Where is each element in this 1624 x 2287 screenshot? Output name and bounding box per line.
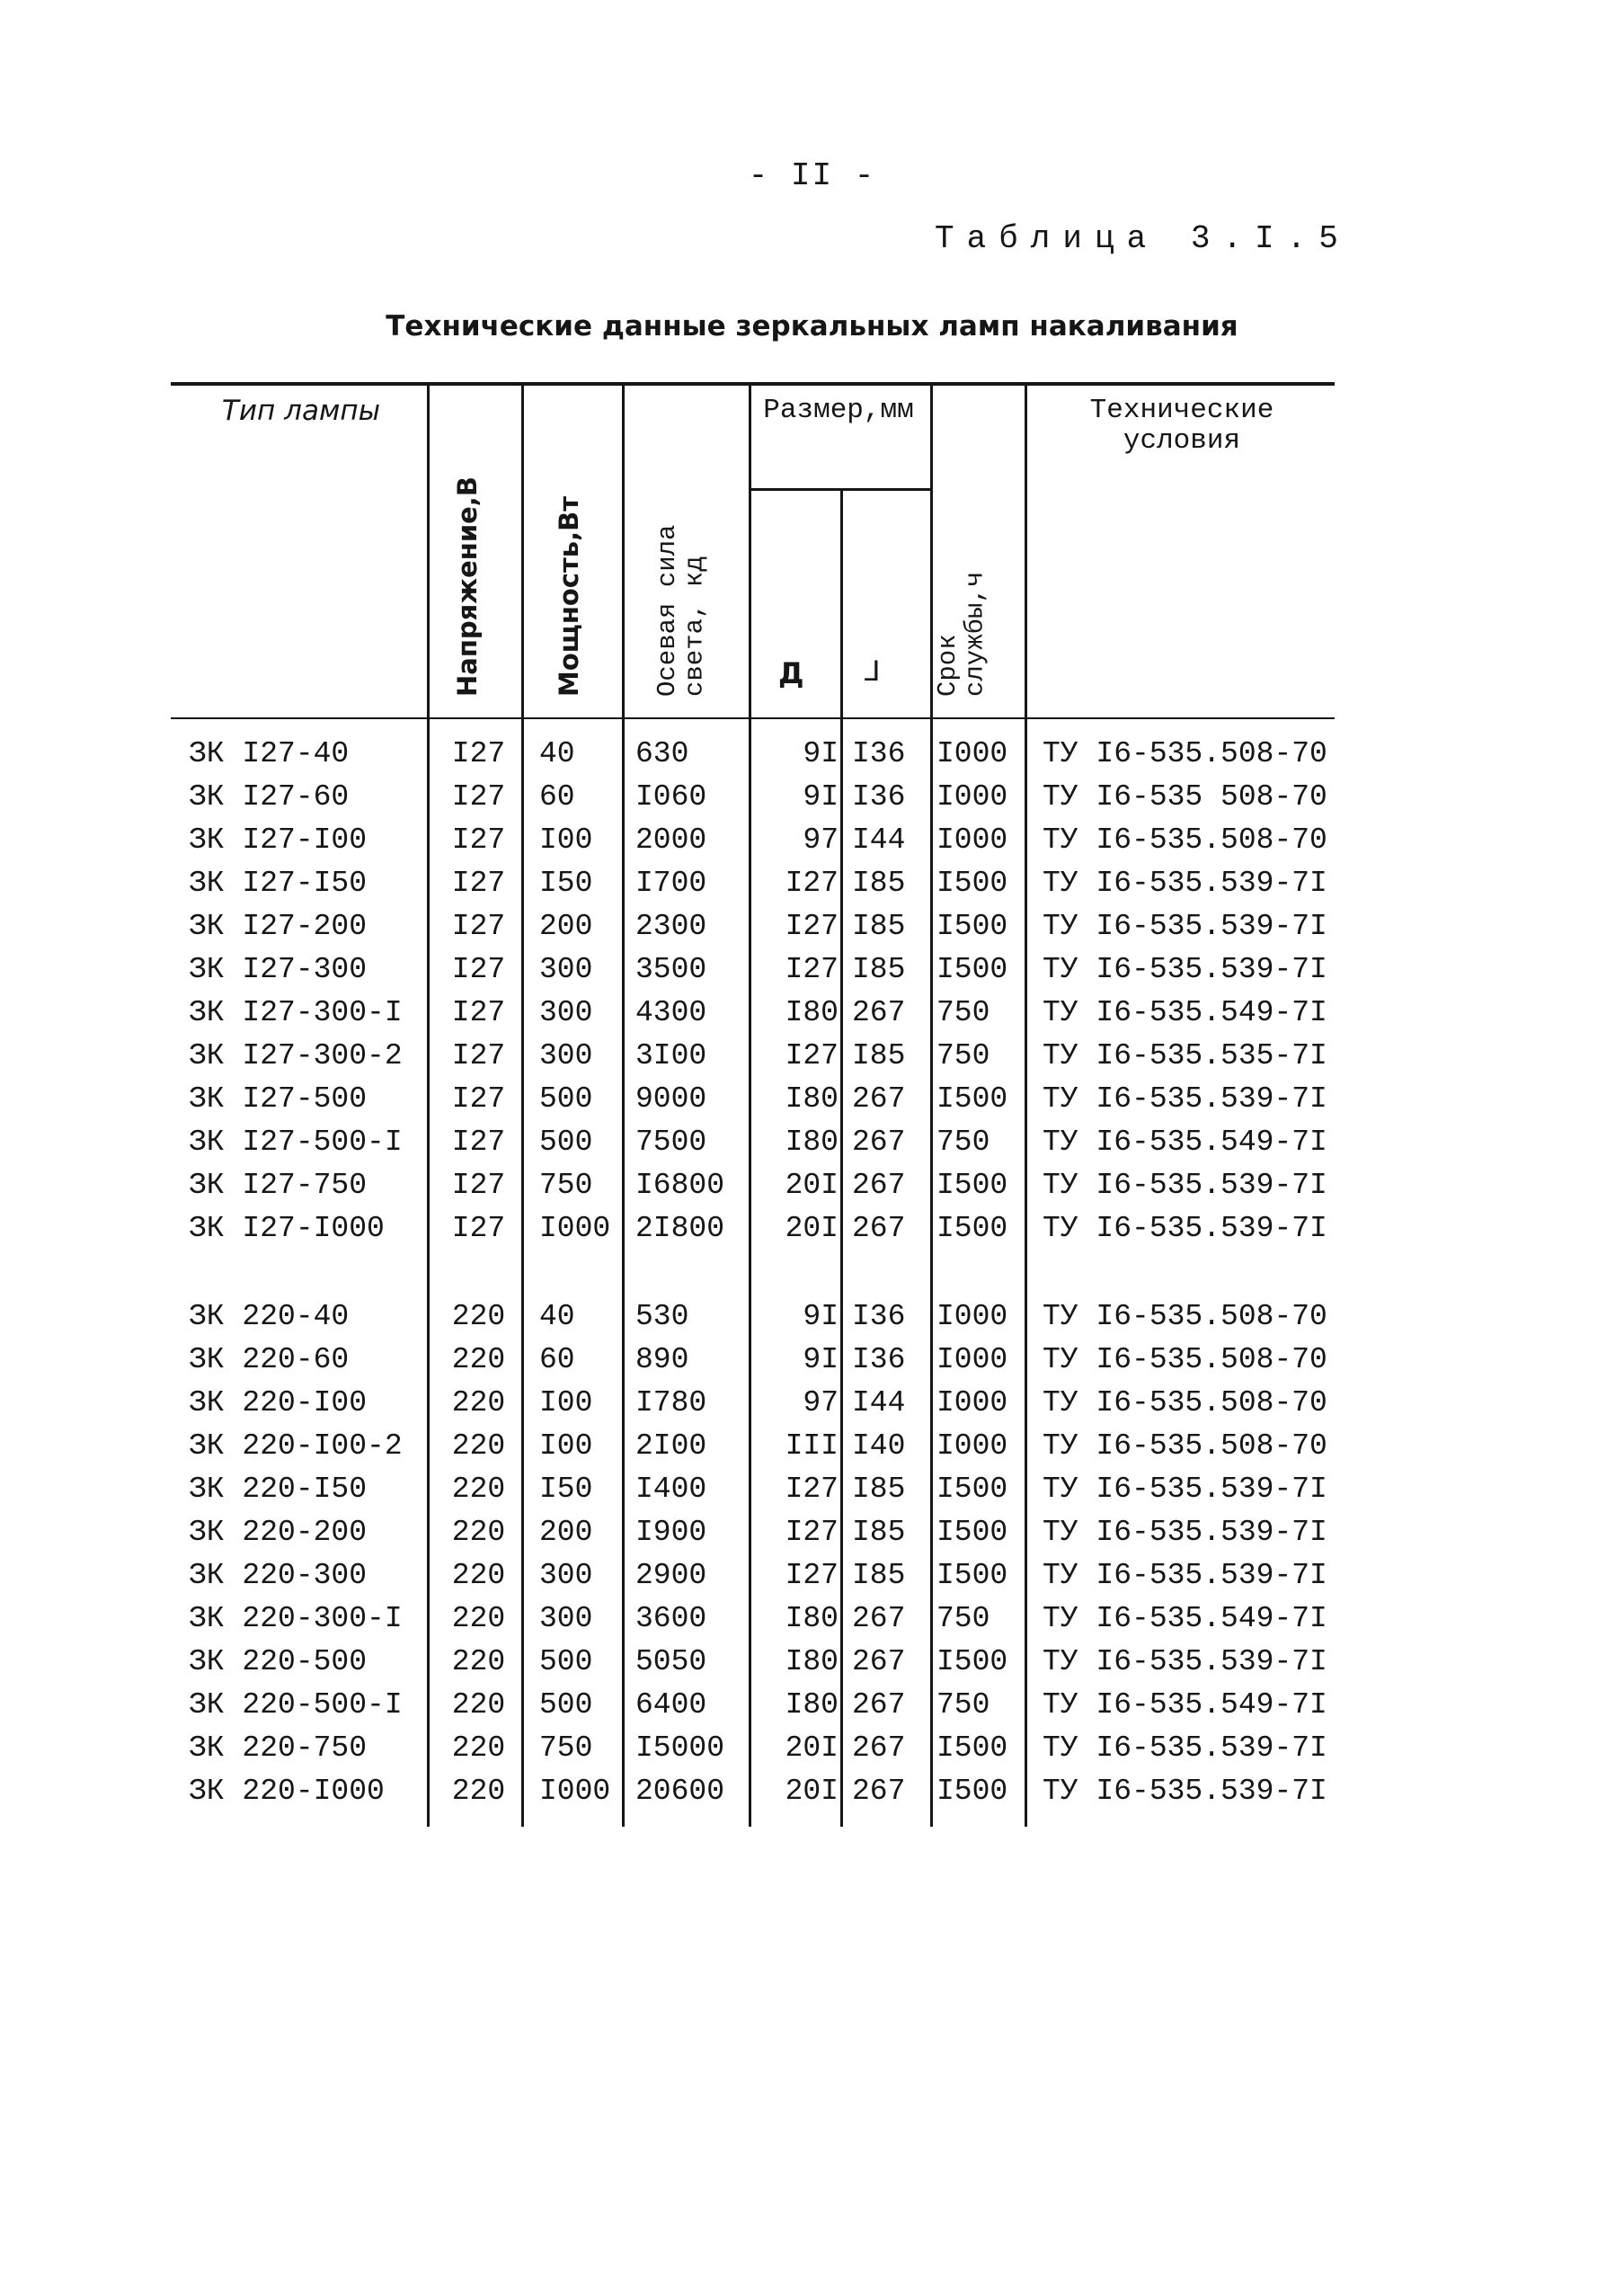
cell-voltage: 220 — [451, 1300, 506, 1333]
cell-luminous-intensity: 9000 — [635, 1082, 707, 1116]
cell-tech-conditions: ТУ I6-535.508-70 — [1043, 1386, 1327, 1419]
header-power: Мощность,Вт — [554, 495, 584, 697]
header-tech-conditions-line2: условия — [1123, 425, 1241, 458]
header-service-life-line2: службы,ч — [960, 571, 990, 697]
cell-size-l: 267 — [852, 1775, 906, 1808]
cell-tech-conditions: ТУ I6-535.539-7I — [1043, 953, 1327, 986]
cell-lamp-type: ЗК I27-I00 — [189, 823, 368, 857]
cell-size-d: I80 — [785, 996, 839, 1029]
cell-tech-conditions: ТУ I6-535.539-7I — [1043, 910, 1327, 943]
cell-service-life: 750 — [936, 1688, 990, 1722]
cell-voltage: I27 — [451, 780, 506, 814]
cell-size-l: I85 — [852, 1516, 906, 1549]
cell-voltage: I27 — [451, 823, 506, 857]
cell-voltage: I27 — [451, 996, 506, 1029]
cell-voltage: I27 — [451, 1212, 506, 1245]
page-number: - II - — [748, 157, 876, 194]
cell-voltage: I27 — [451, 867, 506, 900]
cell-size-d: I80 — [785, 1602, 839, 1635]
cell-luminous-intensity: I780 — [635, 1386, 707, 1419]
table-row — [0, 905, 1624, 948]
table-row — [0, 1684, 1624, 1727]
cell-size-l: 267 — [852, 1082, 906, 1116]
cell-power: I00 — [539, 823, 593, 857]
cell-lamp-type: ЗК 220-I50 — [189, 1473, 368, 1506]
cell-service-life: I000 — [936, 1300, 1008, 1333]
cell-size-d: I80 — [785, 1126, 839, 1159]
cell-lamp-type: ЗК 220-40 — [189, 1300, 350, 1333]
cell-power: 500 — [539, 1126, 593, 1159]
cell-power: 200 — [539, 910, 593, 943]
cell-luminous-intensity: I700 — [635, 867, 707, 900]
cell-lamp-type: ЗК 220-750 — [189, 1731, 368, 1765]
table-top-rule — [171, 382, 1335, 386]
cell-tech-conditions: ТУ I6-535.539-7I — [1043, 1473, 1327, 1506]
cell-lamp-type: ЗК I27-I50 — [189, 867, 368, 900]
cell-power: 300 — [539, 1559, 593, 1592]
table-row — [0, 1468, 1624, 1511]
cell-power: 300 — [539, 953, 593, 986]
cell-power: I000 — [539, 1775, 611, 1808]
table-row — [0, 1425, 1624, 1468]
cell-luminous-intensity: 3I00 — [635, 1039, 707, 1072]
cell-size-l: I36 — [852, 780, 906, 814]
cell-service-life: I500 — [936, 1473, 1008, 1506]
cell-voltage: I27 — [451, 910, 506, 943]
cell-service-life: I500 — [936, 1212, 1008, 1245]
cell-size-d: 20I — [785, 1169, 839, 1202]
cell-tech-conditions: ТУ I6-535.508-70 — [1043, 1300, 1327, 1333]
cell-luminous-intensity: 3600 — [635, 1602, 707, 1635]
table-row — [0, 948, 1624, 992]
size-subheader-rule — [749, 488, 933, 491]
cell-lamp-type: ЗК I27-60 — [189, 780, 350, 814]
cell-size-d: I27 — [785, 953, 839, 986]
cell-power: 500 — [539, 1688, 593, 1722]
cell-service-life: I500 — [936, 1169, 1008, 1202]
cell-power: I00 — [539, 1386, 593, 1419]
table-row — [0, 1554, 1624, 1597]
cell-size-l: 267 — [852, 1126, 906, 1159]
cell-luminous-intensity: 5050 — [635, 1645, 707, 1678]
cell-power: 750 — [539, 1731, 593, 1765]
cell-service-life: 750 — [936, 1039, 990, 1072]
cell-luminous-intensity: 2900 — [635, 1559, 707, 1592]
cell-luminous-intensity: 2I00 — [635, 1429, 707, 1463]
cell-size-l: 267 — [852, 1169, 906, 1202]
table-row — [0, 1164, 1624, 1207]
cell-size-l: I36 — [852, 737, 906, 770]
table-row — [0, 1727, 1624, 1770]
cell-power: I000 — [539, 1212, 611, 1245]
cell-power: 300 — [539, 1602, 593, 1635]
table-label: Таблица 3.I.5 — [935, 220, 1351, 257]
cell-service-life: I500 — [936, 1645, 1008, 1678]
cell-size-d: I27 — [785, 1516, 839, 1549]
header-luminous-intensity — [654, 467, 709, 697]
cell-size-d: I80 — [785, 1688, 839, 1722]
table-row — [0, 1382, 1624, 1425]
cell-size-l: I85 — [852, 1559, 906, 1592]
cell-luminous-intensity: 890 — [635, 1343, 689, 1376]
header-tech-conditions — [1029, 396, 1335, 457]
table-row — [0, 1770, 1624, 1813]
cell-service-life: I000 — [936, 1429, 1008, 1463]
cell-lamp-type: ЗК 220-I000 — [189, 1775, 385, 1808]
cell-power: 200 — [539, 1516, 593, 1549]
cell-tech-conditions: ТУ I6-535.539-7I — [1043, 1559, 1327, 1592]
cell-tech-conditions: ТУ I6-535.549-7I — [1043, 996, 1327, 1029]
cell-voltage: 220 — [451, 1645, 506, 1678]
cell-lamp-type: ЗК 220-500-I — [189, 1688, 403, 1722]
cell-luminous-intensity: 2000 — [635, 823, 707, 857]
cell-service-life: 750 — [936, 1602, 990, 1635]
cell-lamp-type: ЗК I27-300-I — [189, 996, 403, 1029]
cell-voltage: I27 — [451, 1126, 506, 1159]
cell-lamp-type: ЗК 220-300 — [189, 1559, 368, 1592]
header-size: Размер,мм — [763, 395, 914, 426]
cell-voltage: I27 — [451, 1169, 506, 1202]
cell-power: 500 — [539, 1645, 593, 1678]
cell-tech-conditions: ТУ I6-535 508-70 — [1043, 780, 1327, 814]
cell-size-d: 97 — [803, 1386, 839, 1419]
cell-size-l: I85 — [852, 867, 906, 900]
cell-size-d: 9I — [803, 737, 839, 770]
cell-luminous-intensity: 6400 — [635, 1688, 707, 1722]
header-size-d: Д — [778, 656, 804, 690]
cell-luminous-intensity: 7500 — [635, 1126, 707, 1159]
cell-tech-conditions: ТУ I6-535.539-7I — [1043, 1731, 1327, 1765]
cell-luminous-intensity: I060 — [635, 780, 707, 814]
cell-tech-conditions: ТУ I6-535.539-7I — [1043, 1645, 1327, 1678]
cell-service-life: I000 — [936, 1386, 1008, 1419]
table-row — [0, 992, 1624, 1035]
cell-lamp-type: ЗК 220-500 — [189, 1645, 368, 1678]
cell-service-life: I500 — [936, 1516, 1008, 1549]
cell-voltage: 220 — [451, 1386, 506, 1419]
cell-voltage: 220 — [451, 1688, 506, 1722]
cell-lamp-type: ЗК I27-200 — [189, 910, 368, 943]
cell-luminous-intensity: I6800 — [635, 1169, 725, 1202]
cell-luminous-intensity: 4300 — [635, 996, 707, 1029]
cell-service-life: I500 — [936, 1775, 1008, 1808]
cell-size-l: I85 — [852, 910, 906, 943]
cell-service-life: I500 — [936, 1082, 1008, 1116]
cell-voltage: 220 — [451, 1731, 506, 1765]
table-row — [0, 1295, 1624, 1339]
cell-size-d: 97 — [803, 823, 839, 857]
cell-size-d: I80 — [785, 1645, 839, 1678]
cell-lamp-type: ЗК I27-I000 — [189, 1212, 385, 1245]
cell-power: 500 — [539, 1082, 593, 1116]
cell-lamp-type: ЗК 220-I00 — [189, 1386, 368, 1419]
table-row — [0, 1207, 1624, 1250]
table-row — [0, 1078, 1624, 1121]
cell-lamp-type: ЗК I27-40 — [189, 737, 350, 770]
cell-luminous-intensity: 2I800 — [635, 1212, 725, 1245]
cell-service-life: I000 — [936, 780, 1008, 814]
cell-voltage: I27 — [451, 1082, 506, 1116]
table-row — [0, 1641, 1624, 1684]
cell-size-l: I85 — [852, 953, 906, 986]
cell-size-l: I85 — [852, 1039, 906, 1072]
cell-service-life: I000 — [936, 737, 1008, 770]
cell-power: 60 — [539, 1343, 575, 1376]
cell-size-d: I80 — [785, 1082, 839, 1116]
cell-size-l: I44 — [852, 1386, 906, 1419]
cell-tech-conditions: ТУ I6-535.539-7I — [1043, 1082, 1327, 1116]
table-title: Технические данные зеркальных ламп накаливания — [386, 310, 1238, 343]
cell-luminous-intensity: I400 — [635, 1473, 707, 1506]
cell-tech-conditions: ТУ I6-535.549-7I — [1043, 1602, 1327, 1635]
cell-tech-conditions: ТУ I6-535.508-70 — [1043, 1429, 1327, 1463]
cell-tech-conditions: ТУ I6-535.549-7I — [1043, 1126, 1327, 1159]
table-row — [0, 733, 1624, 776]
header-luminous-intensity-line2: света, кд — [679, 556, 710, 697]
cell-size-l: 267 — [852, 1602, 906, 1635]
header-service-life — [935, 503, 989, 697]
cell-size-d: I27 — [785, 910, 839, 943]
cell-power: I00 — [539, 1429, 593, 1463]
cell-size-d: I27 — [785, 1039, 839, 1072]
cell-voltage: 220 — [451, 1343, 506, 1376]
cell-service-life: 750 — [936, 1126, 990, 1159]
cell-voltage: I27 — [451, 953, 506, 986]
cell-lamp-type: ЗК I27-300 — [189, 953, 368, 986]
table-row — [0, 1339, 1624, 1382]
cell-service-life: I000 — [936, 1343, 1008, 1376]
cell-voltage: 220 — [451, 1473, 506, 1506]
cell-power: 300 — [539, 1039, 593, 1072]
cell-size-l: 267 — [852, 1688, 906, 1722]
table-row — [0, 1511, 1624, 1554]
cell-size-d: 20I — [785, 1731, 839, 1765]
cell-size-l: I40 — [852, 1429, 906, 1463]
cell-size-l: 267 — [852, 1731, 906, 1765]
cell-luminous-intensity: 530 — [635, 1300, 689, 1333]
cell-size-d: III — [785, 1429, 839, 1463]
group-spacer — [0, 1250, 1624, 1295]
table-row — [0, 819, 1624, 862]
cell-power: 750 — [539, 1169, 593, 1202]
cell-tech-conditions: ТУ I6-535.535-7I — [1043, 1039, 1327, 1072]
cell-luminous-intensity: 630 — [635, 737, 689, 770]
cell-lamp-type: ЗК 220-60 — [189, 1343, 350, 1376]
header-bottom-rule — [171, 717, 1335, 719]
cell-service-life: I000 — [936, 823, 1008, 857]
cell-size-d: 9I — [803, 1343, 839, 1376]
cell-power: 300 — [539, 996, 593, 1029]
cell-tech-conditions: ТУ I6-535.549-7I — [1043, 1688, 1327, 1722]
header-lamp-type: Тип лампы — [221, 395, 381, 427]
cell-voltage: 220 — [451, 1775, 506, 1808]
cell-tech-conditions: ТУ I6-535.539-7I — [1043, 1516, 1327, 1549]
cell-service-life: I500 — [936, 953, 1008, 986]
cell-tech-conditions: ТУ I6-535.539-7I — [1043, 1212, 1327, 1245]
cell-luminous-intensity: 3500 — [635, 953, 707, 986]
cell-voltage: 220 — [451, 1429, 506, 1463]
cell-size-d: 20I — [785, 1775, 839, 1808]
cell-size-d: 20I — [785, 1212, 839, 1245]
header-size-l: L — [863, 656, 882, 690]
table-row — [0, 1121, 1624, 1164]
cell-luminous-intensity: 20600 — [635, 1775, 725, 1808]
cell-tech-conditions: ТУ I6-535.508-70 — [1043, 823, 1327, 857]
cell-size-d: I27 — [785, 1559, 839, 1592]
cell-size-d: I27 — [785, 1473, 839, 1506]
cell-size-l: I36 — [852, 1300, 906, 1333]
cell-power: 40 — [539, 737, 575, 770]
cell-voltage: 220 — [451, 1602, 506, 1635]
cell-size-d: I27 — [785, 867, 839, 900]
cell-size-l: 267 — [852, 996, 906, 1029]
cell-tech-conditions: ТУ I6-535.539-7I — [1043, 867, 1327, 900]
cell-service-life: I500 — [936, 910, 1008, 943]
cell-size-l: I44 — [852, 823, 906, 857]
cell-lamp-type: ЗК I27-750 — [189, 1169, 368, 1202]
cell-tech-conditions: ТУ I6-535.539-7I — [1043, 1169, 1327, 1202]
table-row — [0, 1035, 1624, 1078]
table-body — [0, 733, 1624, 1813]
cell-luminous-intensity: I5000 — [635, 1731, 725, 1765]
cell-lamp-type: ЗК 220-I00-2 — [189, 1429, 403, 1463]
cell-tech-conditions: ТУ I6-535.508-70 — [1043, 1343, 1327, 1376]
cell-lamp-type: ЗК 220-300-I — [189, 1602, 403, 1635]
cell-power: I50 — [539, 1473, 593, 1506]
cell-luminous-intensity: I900 — [635, 1516, 707, 1549]
table-row — [0, 776, 1624, 819]
cell-power: 60 — [539, 780, 575, 814]
cell-size-l: 267 — [852, 1645, 906, 1678]
cell-lamp-type: ЗК I27-300-2 — [189, 1039, 403, 1072]
header-voltage: Напряжение,В — [452, 476, 483, 697]
header-service-life-line1: Срок — [933, 634, 963, 697]
table-row — [0, 862, 1624, 905]
cell-lamp-type: ЗК I27-500 — [189, 1082, 368, 1116]
cell-lamp-type: ЗК I27-500-I — [189, 1126, 403, 1159]
cell-service-life: 750 — [936, 996, 990, 1029]
cell-size-d: 9I — [803, 780, 839, 814]
header-tech-conditions-line1: Технические — [1089, 395, 1274, 426]
cell-luminous-intensity: 2300 — [635, 910, 707, 943]
header-luminous-intensity-line1: Осевая сила — [652, 524, 682, 697]
table-row — [0, 1597, 1624, 1641]
cell-tech-conditions: ТУ I6-535.539-7I — [1043, 1775, 1327, 1808]
cell-service-life: I500 — [936, 1559, 1008, 1592]
cell-tech-conditions: ТУ I6-535.508-70 — [1043, 737, 1327, 770]
cell-size-l: 267 — [852, 1212, 906, 1245]
cell-size-d: 9I — [803, 1300, 839, 1333]
cell-size-l: I36 — [852, 1343, 906, 1376]
cell-voltage: I27 — [451, 737, 506, 770]
cell-power: 40 — [539, 1300, 575, 1333]
cell-voltage: 220 — [451, 1559, 506, 1592]
cell-voltage: 220 — [451, 1516, 506, 1549]
cell-service-life: I500 — [936, 867, 1008, 900]
cell-size-l: I85 — [852, 1473, 906, 1506]
cell-power: I50 — [539, 867, 593, 900]
cell-service-life: I500 — [936, 1731, 1008, 1765]
cell-voltage: I27 — [451, 1039, 506, 1072]
cell-lamp-type: ЗК 220-200 — [189, 1516, 368, 1549]
